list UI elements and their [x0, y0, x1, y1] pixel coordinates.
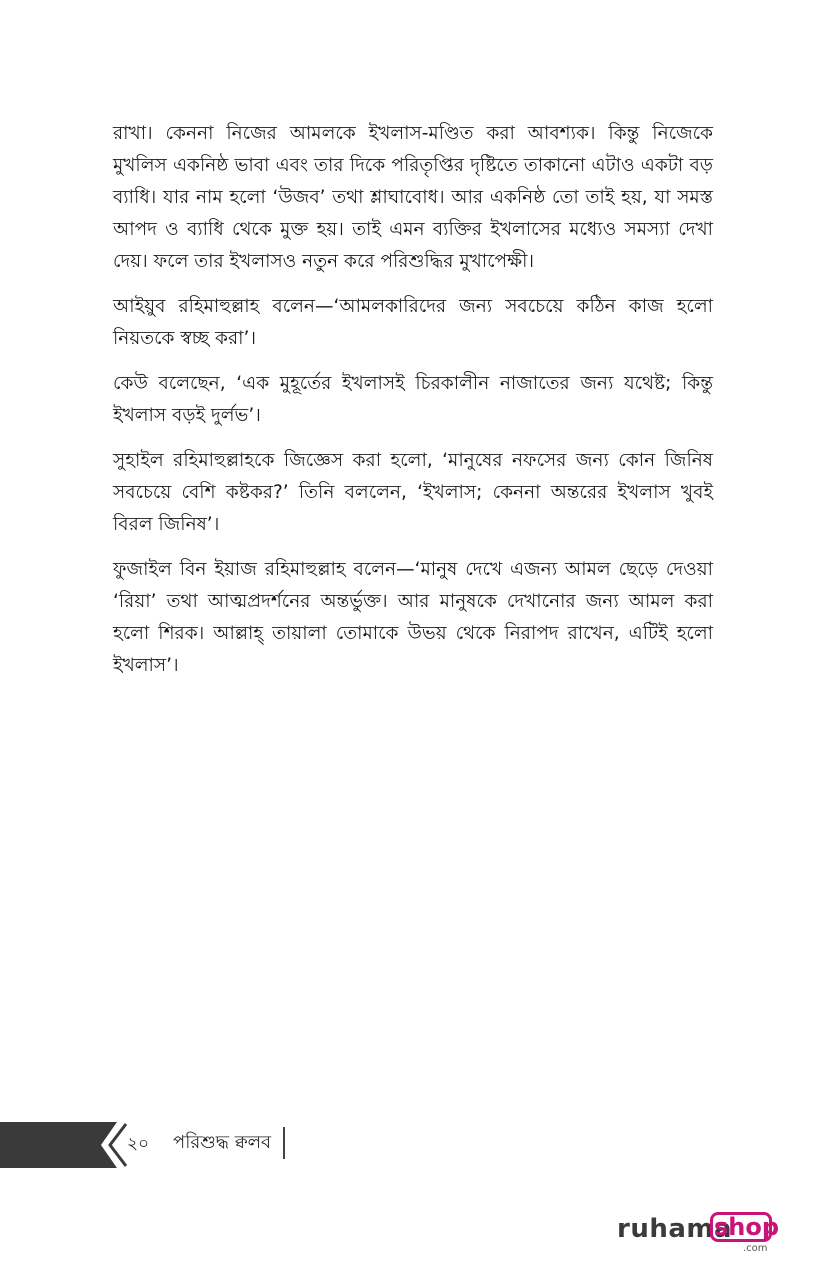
- title-divider: [283, 1127, 285, 1159]
- page-body: [113, 118, 713, 695]
- watermark-word: ruhama: [617, 1214, 733, 1244]
- paragraph: রাখা। কেননা নিজের আমলকে ইখলাস-মণ্ডিত করা আবশ্যক। কিন্তু নিজেকে মুখলিস একনিষ্ঠ ভাবা এবং তার দিকে পরিতৃপ্তির দৃষ্টিতে তাকানো এটাও একটা বড় ব্যাধি। যার নাম হলো ‘উজব’ তথা শ্লাঘাবোধ। আর একনিষ্ঠ তো তাই হয়, যা সমস্ত আপদ ও ব্যাধি থেকে মুক্ত হয়। তাই এমন ব্যক্তির ইখলাসের মধ্যেও সমস্যা দেখা দেয়। ফলে তার ইখলাসও নতুন করে পরিশুদ্ধির মুখাপেক্ষী।: [113, 123, 713, 272]
- paragraph: কেউ বলেছেন, ‘এক মুহূর্তের ইখলাসই চিরকালীন নাজাতের জন্য যথেষ্ট; কিন্তু ইখলাস বড়ই দুর্লভ’।: [113, 373, 713, 426]
- paragraph: আইয়ুব রহিমাহুল্লাহ বলেন—‘আমলকারিদের জন্য সবচেয়ে কঠিন কাজ হলো নিয়তকে স্বচ্ছ করা’।: [113, 296, 713, 349]
- paragraph: সুহাইল রহিমাহুল্লাহকে জিজ্ঞেস করা হলো, ‘মানুষের নফসের জন্য কোন জিনিষ সবচেয়ে বেশি কষ্টকর?’ তিনি বললেন, ‘ইখলাস; কেননা অন্তরের ইখলাস খুবই বিরল জিনিষ’।: [113, 450, 713, 535]
- page-number: ২০: [126, 1134, 150, 1154]
- watermark-suffix: .com: [743, 1243, 768, 1254]
- watermark-highlight: shop: [714, 1213, 780, 1241]
- book-title: পরিশুদ্ধ ক্বলব: [173, 1132, 272, 1153]
- paragraph: ফুজাইল বিন ইয়াজ রহিমাহুল্লাহ বলেন—‘মানুষ দেখে এজন্য আমল ছেড়ে দেওয়া ‘রিয়া’ তথা আত্মপ্রদর্শনের অন্তর্ভুক্ত। আর মানুষকে দেখানোর জন্য আমল করা হলো শিরক। আল্লাহ্ তায়ালা তোমাকে উভয় থেকে নিরাপদ রাখেন, এটিই হলো ইখলাস’।: [113, 559, 713, 676]
